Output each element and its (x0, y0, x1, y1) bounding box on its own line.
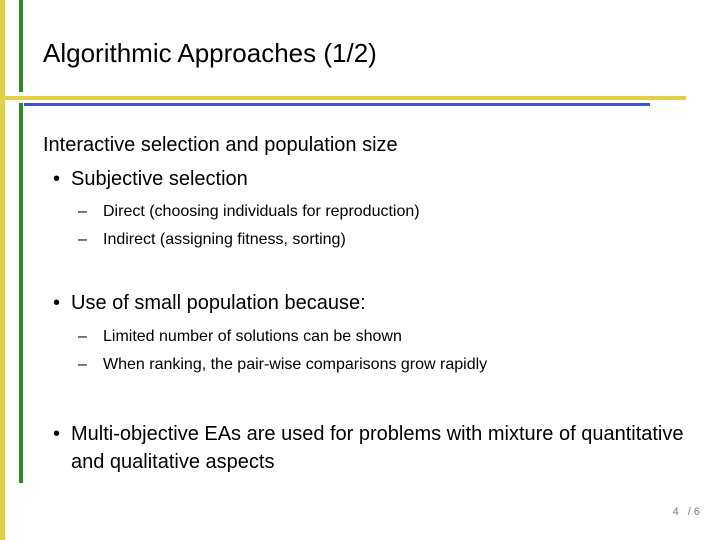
left-green-bar-bottom (19, 103, 23, 483)
page-current: 4 (672, 506, 679, 518)
bullet-subjective-selection (43, 165, 683, 193)
bullet-multi-objective (43, 420, 693, 476)
dash: – (78, 356, 87, 373)
bullet-dot: • (53, 423, 61, 445)
sub-bullet-text: When ranking, the pair-wise comparisons grow rapidly (103, 356, 488, 373)
left-green-bar-top (19, 0, 23, 92)
header-blue-line (24, 103, 650, 106)
left-yellow-bar (0, 0, 5, 540)
bullet-text: Subjective selection (71, 168, 248, 190)
sub-bullet-ranking (78, 354, 487, 376)
sub-bullet-text: Direct (choosing individuals for reproduction) (103, 203, 420, 220)
sub-bullet-indirect (78, 229, 346, 251)
dash: – (78, 231, 87, 248)
slide-title: Algorithmic Approaches (1/2) (43, 38, 377, 68)
bullet-dot: • (53, 292, 61, 314)
header-yellow-line (0, 96, 686, 100)
section-heading: Interactive selection and population size (43, 134, 398, 156)
dash: – (78, 203, 87, 220)
page-total: / 6 (687, 506, 700, 518)
sub-bullet-text: Limited number of solutions can be shown (103, 328, 402, 345)
bullet-small-population (43, 289, 683, 317)
bullet-dot: • (53, 168, 61, 190)
page-number (620, 506, 700, 518)
sub-bullet-direct (78, 201, 420, 223)
sub-bullet-text: Indirect (assigning fitness, sorting) (103, 231, 346, 248)
sub-bullet-limited-number (78, 326, 402, 348)
bullet-text: Multi-objective EAs are used for problems with mixture of quantitative and qualitative aspects (71, 423, 684, 473)
dash: – (78, 328, 87, 345)
bullet-text: Use of small population because: (71, 292, 366, 314)
